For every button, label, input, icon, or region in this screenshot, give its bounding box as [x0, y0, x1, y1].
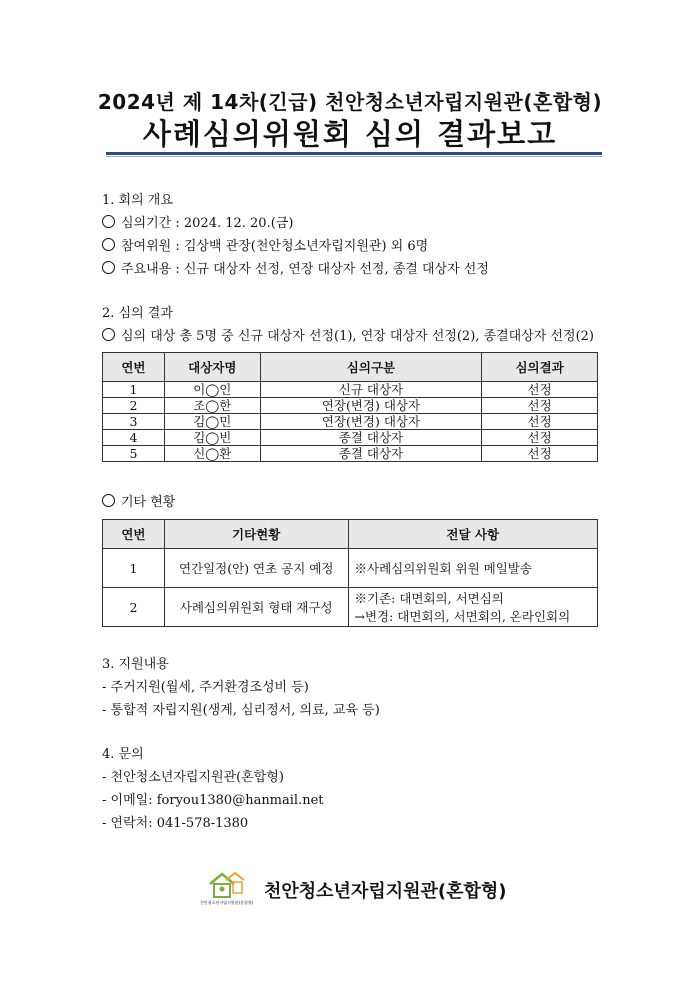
col-header: 심의구분 — [260, 353, 482, 382]
col-header: 기타현황 — [164, 520, 348, 549]
table-cell: 김◯민 — [164, 414, 260, 430]
other-status-heading: 기타 현황 — [102, 491, 175, 510]
section2-heading: 2. 심의 결과 — [102, 306, 173, 321]
table-cell: 이◯인 — [164, 382, 260, 398]
title-underline-thin — [106, 156, 602, 157]
contact-phone: - 연락처: 041-578-1380 — [102, 816, 249, 831]
section1-item: 참여위원 : 김상백 관장(천안청소년자립지원관) 외 6명 — [102, 235, 428, 254]
table-row — [103, 446, 598, 462]
circle-bullet-icon — [102, 261, 115, 274]
table-cell: 2 — [103, 398, 165, 414]
note-line: →변경: 대면회의, 서면회의, 온라인회의 — [354, 609, 571, 624]
table-cell: 김◯빈 — [164, 430, 260, 446]
section3-item: - 주거지원(월세, 주거환경조성비 등) — [102, 680, 309, 695]
table-row — [103, 398, 598, 414]
doc-title-line1: 2024년 제 14차(긴급) 천안청소년자립지원관(혼합형) — [97, 90, 603, 114]
section1-item: 심의기간 : 2024. 12. 20.(금) — [102, 212, 293, 231]
col-header: 전달 사항 — [348, 520, 598, 549]
circle-bullet-icon — [102, 494, 115, 507]
table-cell: 연장(변경) 대상자 — [260, 414, 482, 430]
table-cell: 종결 대상자 — [260, 446, 482, 462]
table-cell: 5 — [103, 446, 165, 462]
org-logo — [200, 870, 254, 910]
table-cell: 4 — [103, 430, 165, 446]
table-cell: 신◯환 — [164, 446, 260, 462]
table-row — [103, 382, 598, 398]
section1-heading: 1. 회의 개요 — [102, 193, 173, 208]
circle-bullet-icon — [102, 328, 115, 341]
table-row — [103, 430, 598, 446]
table-cell: 선정 — [482, 414, 598, 430]
title-underline — [106, 152, 602, 155]
table-cell: 선정 — [482, 446, 598, 462]
footer — [200, 870, 507, 910]
table-cell: 3 — [103, 414, 165, 430]
footer-org-name: 천안청소년자립지원관(혼합형) — [264, 881, 507, 902]
logo-caption: 천안청소년자립지원관(혼합형) — [200, 900, 254, 905]
table-cell: 선정 — [482, 382, 598, 398]
col-header: 연번 — [103, 353, 165, 382]
table-cell: 선정 — [482, 430, 598, 446]
col-header: 연번 — [103, 520, 165, 549]
table-cell: 조◯한 — [164, 398, 260, 414]
table-cell: 연간일정(안) 연초 공지 예정 — [164, 549, 348, 588]
section4-heading: 4. 문의 — [102, 747, 144, 762]
result-table — [102, 352, 598, 462]
col-header: 대상자명 — [164, 353, 260, 382]
table-cell: 1 — [103, 549, 165, 588]
table-cell: ※사례심의위원회 위원 메일발송 — [348, 549, 598, 588]
table-header-row — [103, 520, 598, 549]
table-header-row — [103, 353, 598, 382]
house-logo-icon — [200, 870, 250, 900]
note-line: ※기존: 대면회의, 서면심의 — [354, 591, 504, 606]
section3-item: - 통합적 자립지원(생계, 심리정서, 의료, 교육 등) — [102, 703, 380, 718]
doc-title-line2: 사례심의위원회 심의 결과보고 — [142, 117, 558, 151]
table-cell: 선정 — [482, 398, 598, 414]
table-cell: 2 — [103, 588, 165, 627]
table-cell: 종결 대상자 — [260, 430, 482, 446]
table-cell: 사례심의위원회 형태 재구성 — [164, 588, 348, 627]
contact-org: - 천안청소년자립지원관(혼합형) — [102, 770, 284, 785]
section3-heading: 3. 지원내용 — [102, 657, 169, 672]
other-status-table — [102, 519, 598, 627]
table-cell: 연장(변경) 대상자 — [260, 398, 482, 414]
table-row — [103, 588, 598, 627]
circle-bullet-icon — [102, 238, 115, 251]
table-row — [103, 549, 598, 588]
col-header: 심의결과 — [482, 353, 598, 382]
table-cell: 신규 대상자 — [260, 382, 482, 398]
section2-summary: 심의 대상 총 5명 중 신규 대상자 선정(1), 연장 대상자 선정(2), 종결대상자 선정(2) — [102, 325, 594, 344]
table-cell — [348, 588, 598, 627]
table-cell: 1 — [103, 382, 165, 398]
contact-email: - 이메일: foryou1380@hanmail.net — [102, 793, 324, 808]
circle-bullet-icon — [102, 215, 115, 228]
table-row — [103, 414, 598, 430]
section1-item: 주요내용 : 신규 대상자 선정, 연장 대상자 선정, 종결 대상자 선정 — [102, 258, 489, 277]
